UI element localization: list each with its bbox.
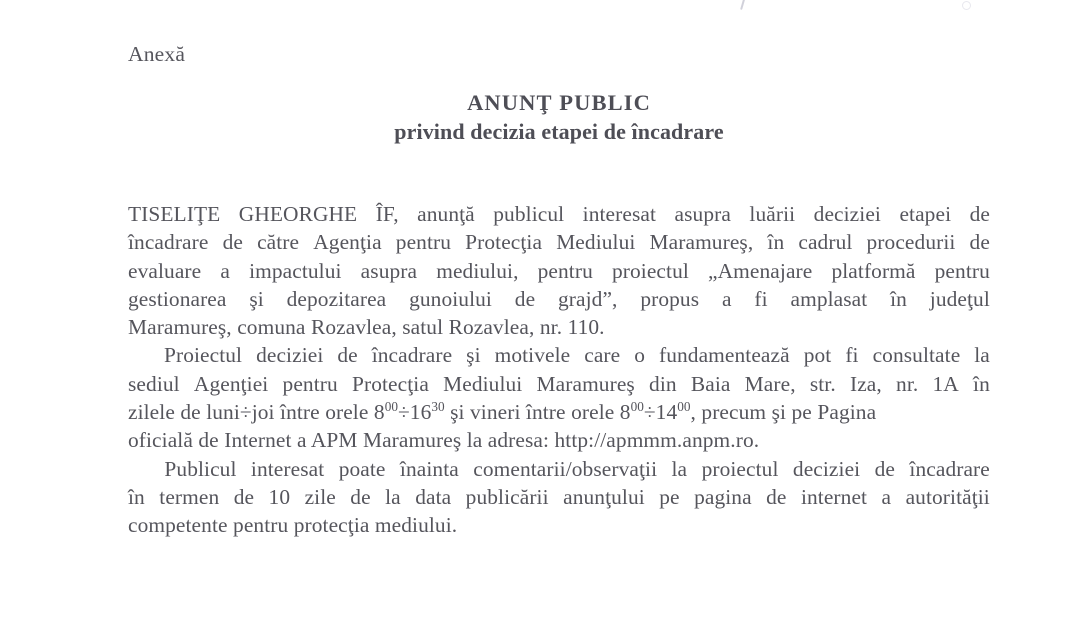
- text-line: Maramureş, comuna Rozavlea, satul Rozavlea, nr. 110.: [128, 315, 605, 340]
- text-word: internet: [800, 484, 868, 509]
- text-word: a: [220, 258, 230, 283]
- time-superscript: 30: [431, 398, 445, 414]
- text-word: publicul: [493, 202, 565, 226]
- text-word: Maramureş: [536, 371, 635, 396]
- text-word: ÎF,: [375, 202, 399, 226]
- text-word: pagina: [694, 484, 752, 509]
- text-word: proiectul: [701, 456, 779, 481]
- text-word: de: [969, 202, 990, 226]
- text-word: poate: [338, 456, 386, 481]
- text-word: termen: [159, 484, 220, 509]
- text-word: deciziei: [256, 343, 324, 368]
- text-word: 1A: [932, 371, 959, 396]
- scan-artifact-dot-icon: [962, 1, 971, 10]
- document-body: [128, 200, 990, 540]
- text-line: [128, 370, 990, 398]
- text-word: încadrare: [371, 343, 453, 368]
- text-word: pentru: [395, 230, 452, 255]
- text-word: amplasat: [790, 286, 868, 311]
- text-word: interesat: [582, 202, 657, 226]
- text-word: procedurii: [866, 230, 956, 255]
- text-word: anunţă: [417, 202, 475, 226]
- text-word: comentarii/observaţii: [473, 456, 658, 481]
- text-word: motivele: [494, 343, 571, 368]
- text-line: zilele de luni÷joi între orele $8^{00}\div 16^{30}$ şi vineri între orele $8^{00}\div 14^{00}$, precum şi pe Pagina: [128, 398, 877, 425]
- text-word: în: [767, 230, 785, 255]
- annex-label: Anexă: [128, 42, 186, 66]
- text-word: autorităţii: [905, 484, 990, 509]
- text-word: de: [514, 286, 536, 311]
- text-word: la: [974, 343, 990, 368]
- text-word: evaluare: [128, 258, 202, 283]
- text-word: fundamentează: [658, 343, 790, 368]
- text-word: deciziei: [813, 202, 881, 226]
- text-line: [128, 483, 990, 511]
- text-line: [128, 228, 990, 256]
- text-word: grajd”,: [558, 286, 618, 311]
- text-word: Protecţia: [351, 371, 429, 396]
- text-word: data: [415, 484, 452, 509]
- text-word: Maramureş,: [649, 230, 754, 255]
- text-word: care: [584, 343, 621, 368]
- text-word: consultate: [872, 343, 961, 368]
- text-word: Protecţia: [465, 230, 543, 255]
- text-word: de: [874, 456, 896, 481]
- text-word: către: [257, 230, 300, 255]
- text-word: gestionarea: [128, 286, 227, 311]
- text-line: [128, 200, 990, 228]
- text-word: de: [222, 230, 243, 255]
- text-word: TISELIŢE: [128, 202, 221, 226]
- text-word: mediului,: [436, 258, 519, 283]
- text-word: înainta: [399, 456, 459, 481]
- text-word: şi: [249, 286, 264, 311]
- text-word: pentru: [282, 371, 338, 396]
- text-word: propus: [640, 286, 700, 311]
- text-word: de: [350, 484, 371, 509]
- text-word: judeţul: [929, 286, 990, 311]
- text-word: Iza,: [849, 371, 882, 396]
- text-word: din: [649, 371, 677, 396]
- text-word: anunţului: [563, 484, 645, 509]
- text-word: gunoiului: [409, 286, 492, 311]
- text-word: în: [128, 484, 145, 509]
- text-word: platformă: [831, 258, 916, 283]
- text-word: depozitarea: [286, 286, 387, 311]
- text-word: luării: [749, 202, 796, 226]
- text-line: [128, 285, 990, 313]
- text-word: pentru: [537, 258, 593, 283]
- text-word: GHEORGHE: [238, 202, 358, 226]
- text-word: Mediului: [556, 230, 636, 255]
- text-word: fi: [845, 343, 859, 368]
- text-word: Mare,: [744, 371, 796, 396]
- text-word: Publicul: [164, 456, 237, 481]
- text-word: asupra: [674, 202, 731, 226]
- text-word: asupra: [360, 258, 418, 283]
- text-word: zile: [304, 484, 336, 509]
- scan-artifact-stroke-icon: [740, 0, 746, 10]
- text-word: Mediului: [443, 371, 523, 396]
- text-word: la: [385, 484, 401, 509]
- text-word: Baia: [690, 371, 731, 396]
- text-line: oficială de Internet a APM Maramureş la adresa: http://apmmm.anpm.ro.: [128, 428, 760, 453]
- text-word: de: [337, 343, 358, 368]
- time-superscript: 00: [384, 398, 398, 414]
- text-word: în: [890, 286, 907, 311]
- text-word: de: [233, 484, 255, 509]
- text-line: [128, 341, 990, 369]
- text-word: „Amenajare: [708, 258, 813, 283]
- text-word: o: [634, 343, 645, 368]
- text-word: Agenţiei: [193, 371, 269, 396]
- text-word: pentru: [934, 258, 990, 283]
- text-word: 10: [268, 484, 291, 509]
- text-word: pot: [803, 343, 832, 368]
- text-word: de: [969, 230, 990, 255]
- text-word: pe: [659, 484, 680, 509]
- text-word: a: [721, 286, 732, 311]
- text-word: la: [671, 456, 688, 481]
- text-word: Agenţia: [313, 230, 382, 255]
- text-word: impactului: [249, 258, 342, 283]
- text-word: publicării: [465, 484, 549, 509]
- text-word: fi: [754, 286, 768, 311]
- time-superscript: 00: [630, 398, 644, 414]
- title-block: [128, 88, 990, 147]
- text-word: încadrare: [128, 230, 209, 255]
- text-line: [128, 257, 990, 285]
- text-word: etapei: [899, 202, 952, 226]
- text-line: competente pentru protecţia mediului.: [128, 513, 458, 538]
- text-word: în: [973, 371, 990, 396]
- page-subtitle: privind decizia etapei de încadrare: [394, 119, 724, 144]
- text-word: interesat: [250, 456, 325, 481]
- text-word: de: [766, 484, 787, 509]
- text-word: şi: [466, 343, 481, 368]
- text-word: cadrul: [798, 230, 853, 255]
- text-word: a: [881, 484, 892, 509]
- text-word: Proiectul: [163, 343, 243, 368]
- page-title: ANUNŢ PUBLIC: [467, 90, 651, 115]
- text-word: str.: [809, 371, 836, 396]
- text-word: proiectul: [611, 258, 689, 283]
- text-word: încadrare: [909, 456, 990, 481]
- text-word: nr.: [896, 371, 919, 396]
- time-superscript: 00: [677, 398, 691, 414]
- text-word: deciziei: [792, 456, 861, 481]
- text-word: sediul: [128, 371, 180, 396]
- text-line: [128, 455, 990, 483]
